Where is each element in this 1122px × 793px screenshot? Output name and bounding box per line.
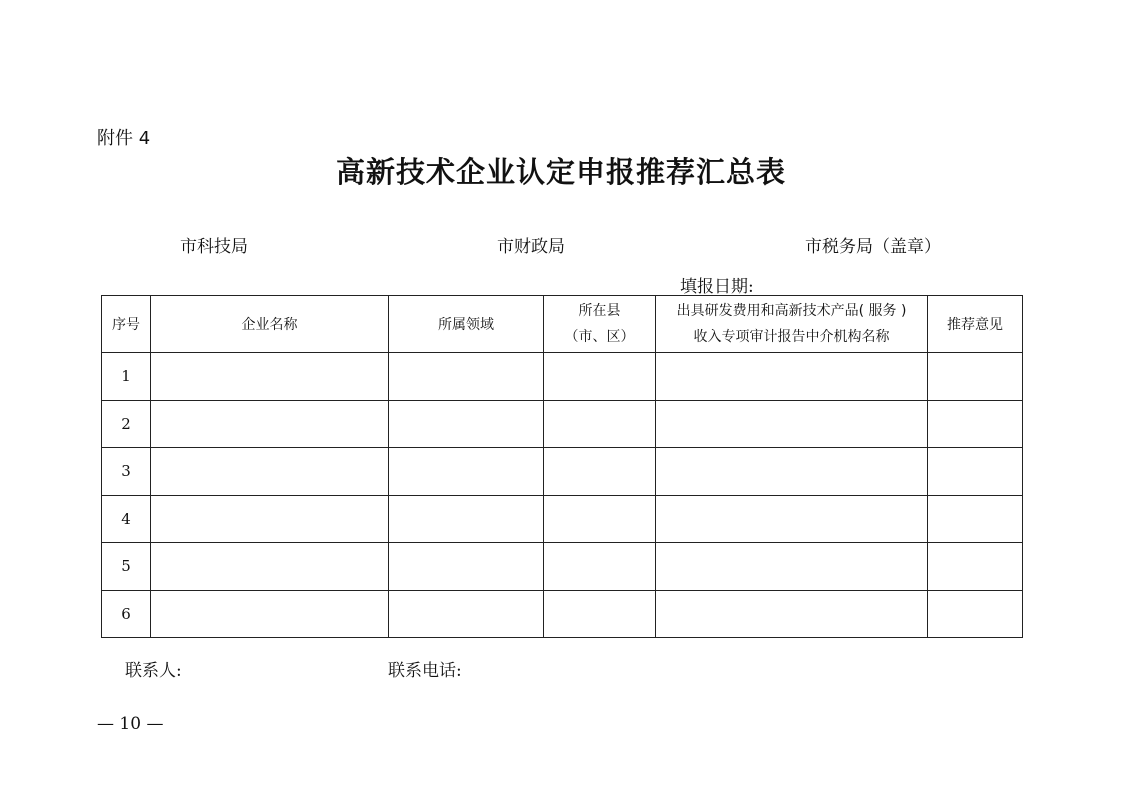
cell-audit-agency[interactable] bbox=[656, 590, 928, 638]
header-county-line2: （市、区） bbox=[564, 329, 635, 345]
row-seq: 5 bbox=[102, 543, 151, 591]
cell-county[interactable] bbox=[544, 543, 656, 591]
bureau-finance: 市财政局 bbox=[497, 237, 565, 257]
row-seq: 6 bbox=[102, 590, 151, 638]
table-row bbox=[102, 400, 1023, 448]
cell-opinion[interactable] bbox=[928, 543, 1023, 591]
header-county bbox=[544, 296, 656, 353]
attachment-label: 附件 4 bbox=[97, 128, 151, 149]
contact-person-label: 联系人: bbox=[125, 661, 182, 681]
cell-company-name[interactable] bbox=[151, 590, 389, 638]
cell-audit-agency[interactable] bbox=[656, 448, 928, 496]
cell-county[interactable] bbox=[544, 495, 656, 543]
cell-company-name[interactable] bbox=[151, 495, 389, 543]
header-seq: 序号 bbox=[102, 296, 151, 353]
cell-opinion[interactable] bbox=[928, 495, 1023, 543]
cell-company-name[interactable] bbox=[151, 400, 389, 448]
header-agency-line1: 出具研发费用和高新技术产品( 服务 ) bbox=[676, 303, 907, 319]
cell-audit-agency[interactable] bbox=[656, 353, 928, 401]
header-agency-line2: 收入专项审计报告中介机构名称 bbox=[693, 329, 890, 345]
cell-field[interactable] bbox=[389, 543, 544, 591]
bureau-tax-seal: 市税务局（盖章） bbox=[805, 237, 941, 257]
cell-audit-agency[interactable] bbox=[656, 400, 928, 448]
header-audit-agency bbox=[656, 296, 928, 353]
contact-phone-label: 联系电话: bbox=[388, 661, 462, 681]
table-row bbox=[102, 590, 1023, 638]
table-row bbox=[102, 543, 1023, 591]
cell-audit-agency[interactable] bbox=[656, 495, 928, 543]
cell-county[interactable] bbox=[544, 590, 656, 638]
table-row bbox=[102, 353, 1023, 401]
header-field: 所属领域 bbox=[389, 296, 544, 353]
row-seq: 4 bbox=[102, 495, 151, 543]
row-seq: 3 bbox=[102, 448, 151, 496]
cell-opinion[interactable] bbox=[928, 353, 1023, 401]
table-row bbox=[102, 448, 1023, 496]
row-seq: 1 bbox=[102, 353, 151, 401]
header-county-line1: 所在县 bbox=[578, 303, 621, 319]
cell-audit-agency[interactable] bbox=[656, 543, 928, 591]
cell-company-name[interactable] bbox=[151, 353, 389, 401]
header-opinion: 推荐意见 bbox=[928, 296, 1023, 353]
header-company-name: 企业名称 bbox=[151, 296, 389, 353]
cell-county[interactable] bbox=[544, 400, 656, 448]
cell-company-name[interactable] bbox=[151, 448, 389, 496]
cell-county[interactable] bbox=[544, 448, 656, 496]
page-number: — 10 — bbox=[97, 714, 164, 734]
document-title: 高新技术企业认定申报推荐汇总表 bbox=[335, 155, 786, 189]
table-header-row bbox=[102, 296, 1023, 353]
cell-opinion[interactable] bbox=[928, 590, 1023, 638]
cell-opinion[interactable] bbox=[928, 448, 1023, 496]
cell-field[interactable] bbox=[389, 448, 544, 496]
cell-company-name[interactable] bbox=[151, 543, 389, 591]
cell-opinion[interactable] bbox=[928, 400, 1023, 448]
cell-field[interactable] bbox=[389, 590, 544, 638]
bureau-science: 市科技局 bbox=[180, 237, 248, 257]
summary-table bbox=[101, 295, 1023, 638]
cell-field[interactable] bbox=[389, 495, 544, 543]
fill-date-label: 填报日期: bbox=[680, 277, 754, 297]
table-row bbox=[102, 495, 1023, 543]
cell-field[interactable] bbox=[389, 353, 544, 401]
row-seq: 2 bbox=[102, 400, 151, 448]
cell-field[interactable] bbox=[389, 400, 544, 448]
cell-county[interactable] bbox=[544, 353, 656, 401]
